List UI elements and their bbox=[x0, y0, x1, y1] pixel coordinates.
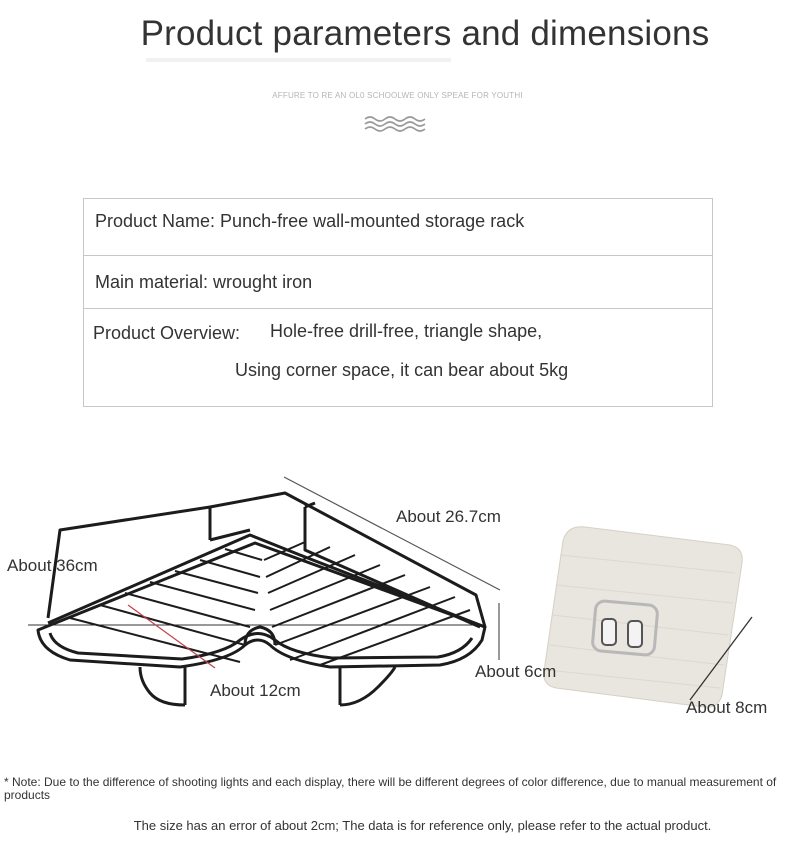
wave-ornament-icon bbox=[363, 114, 428, 134]
spec-overview-line2: Using corner space, it can bear about 5kg bbox=[235, 360, 569, 380]
product-dimension-figure bbox=[0, 455, 789, 725]
color-difference-note: * Note: Due to the difference of shooting lights and each display, there will be different degrees of color difference, due to manual measurement of products bbox=[4, 775, 777, 802]
suction-hook-plate bbox=[544, 527, 743, 707]
spec-main-material: Main material: wrought iron bbox=[95, 272, 313, 292]
spec-overview-label: Product Overview: bbox=[93, 323, 241, 343]
corner-rack-drawing bbox=[0, 455, 789, 725]
page-subtitle: AFFURE TO RE AN OL0 SCHOOLWE ONLY SPEAE FOR YOUTHI bbox=[272, 91, 523, 100]
dimension-depth-label: About 12cm bbox=[210, 681, 301, 700]
spec-product-name: Product Name: Punch-free wall-mounted storage rack bbox=[95, 211, 525, 231]
dimension-height-label: About 6cm bbox=[475, 662, 557, 681]
dimension-hook-label: About 8cm bbox=[686, 698, 768, 717]
title-underline bbox=[146, 58, 451, 62]
dimension-length-label: About 26.7cm bbox=[396, 507, 501, 526]
spec-overview-line1: Hole-free drill-free, triangle shape, bbox=[270, 321, 543, 341]
page-title: Product parameters and dimensions bbox=[140, 14, 710, 53]
dimension-width-label: About 36cm bbox=[7, 556, 98, 575]
size-error-note: The size has an error of about 2cm; The data is for reference only, please refer to the actual product. bbox=[133, 818, 712, 833]
